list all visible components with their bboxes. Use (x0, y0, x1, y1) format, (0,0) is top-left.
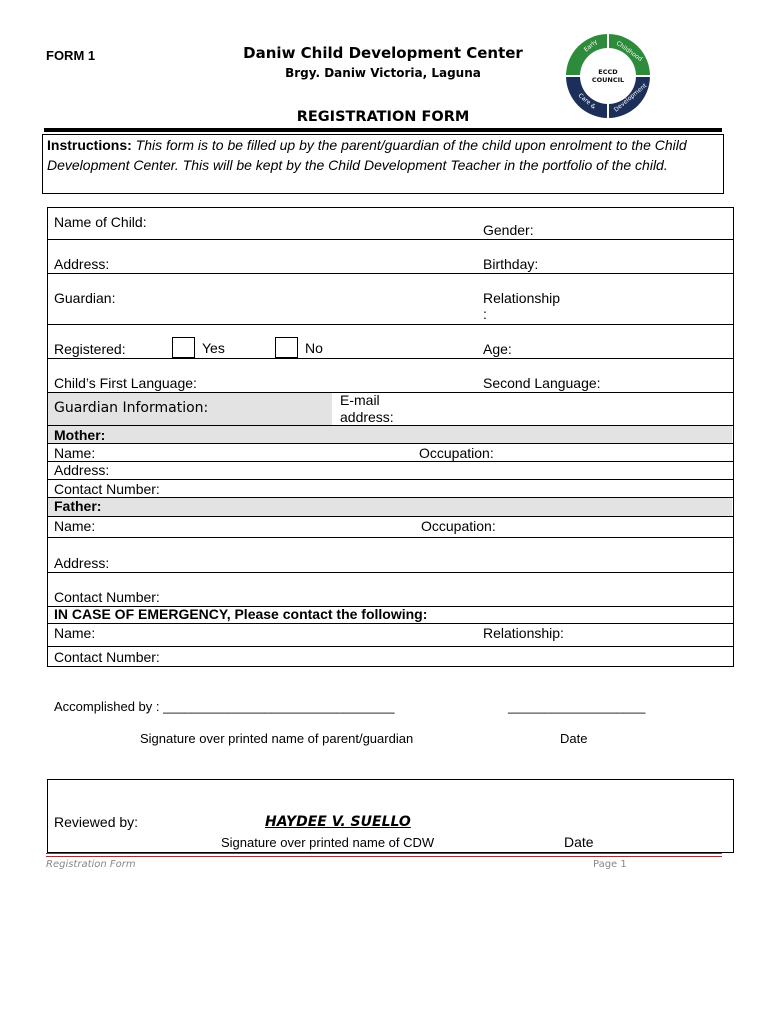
gender-label: Gender: (483, 222, 534, 238)
emergency-relationship-label: Relationship: (483, 625, 564, 641)
accomplished-by-line: Accomplished by : ________________________________ (54, 699, 395, 714)
emergency-contact-label: Contact Number: (54, 649, 160, 665)
accomplished-date-line: ___________________ (508, 699, 646, 714)
org-address: Brgy. Daniw Victoria, Laguna (285, 66, 481, 80)
first-language-label: Child’s First Language: (54, 375, 197, 391)
relationship-label: Relationship (483, 290, 561, 306)
instructions-text: This form is to be filled up by the parent/guardian of the child upon enrolment to the Child Development Center. This will be kept by the Child Development Teacher in the portfolio of the child. (47, 137, 687, 173)
mother-heading-shade (48, 426, 732, 443)
registered-no-checkbox[interactable] (275, 337, 298, 358)
father-address-label: Address: (54, 555, 110, 571)
guardian-label: Guardian: (54, 290, 116, 306)
cdw-signature-caption: Signature over printed name of CDW (221, 835, 435, 850)
logo-ring-text: Development (612, 82, 649, 114)
birthday-label: Birthday: (483, 256, 539, 272)
child-address-label: Address: (54, 256, 110, 272)
footer-left-text: Registration Form (46, 859, 136, 870)
mother-address-label: Address: (54, 462, 110, 478)
reviewer-name: HAYDEE V. SUELLO (265, 814, 411, 830)
parent-date-caption: Date (560, 731, 588, 746)
logo-center-text: COUNCIL (591, 76, 625, 84)
title-rule (44, 128, 722, 132)
cdw-date-caption: Date (564, 834, 594, 850)
registered-yes-label: Yes (202, 340, 225, 356)
logo-center-text: ECCD (598, 68, 618, 76)
instructions-lead: Instructions: (47, 137, 132, 153)
footer-rule (46, 853, 722, 854)
father-contact-label: Contact Number: (54, 589, 160, 605)
logo-ring-text: Early (582, 38, 599, 54)
eccd-council-logo (562, 30, 654, 122)
mother-heading: Mother: (54, 427, 106, 443)
second-language-label: Second Language: (483, 375, 601, 391)
registered-yes-checkbox[interactable] (172, 337, 195, 358)
father-heading-shade (48, 498, 732, 516)
reviewed-by-label: Reviewed by: (54, 814, 139, 830)
registered-label: Registered: (54, 341, 126, 357)
logo-ring-text: Childhood (614, 39, 644, 63)
form-title: REGISTRATION FORM (296, 109, 470, 125)
emergency-name-label: Name: (54, 625, 96, 641)
age-label: Age: (483, 341, 512, 357)
guardian-info-heading: Guardian Information: (54, 400, 209, 416)
father-name-label: Name: (54, 518, 96, 534)
email-label: E-mail (340, 392, 380, 408)
father-heading: Father: (54, 498, 102, 514)
footer-rule-2 (46, 856, 722, 857)
email-label-2: address: (340, 409, 394, 425)
father-occupation-label: Occupation: (421, 518, 496, 534)
relationship-colon: : (483, 306, 487, 322)
instructions-box (42, 134, 724, 194)
child-name-label: Name of Child: (54, 214, 147, 230)
footer-page-number: Page 1 (593, 859, 627, 870)
mother-contact-label: Contact Number: (54, 481, 160, 497)
parent-signature-caption: Signature over printed name of parent/guardian (140, 731, 414, 746)
emergency-heading: IN CASE OF EMERGENCY, Please contact the following: (54, 606, 428, 622)
logo-ring-text: Care & (576, 92, 597, 111)
org-name: Daniw Child Development Center (243, 44, 523, 62)
mother-occupation-label: Occupation: (419, 445, 494, 461)
mother-name-label: Name: (54, 445, 96, 461)
registered-no-label: No (305, 340, 323, 356)
form-number-label: FORM 1 (46, 48, 96, 63)
